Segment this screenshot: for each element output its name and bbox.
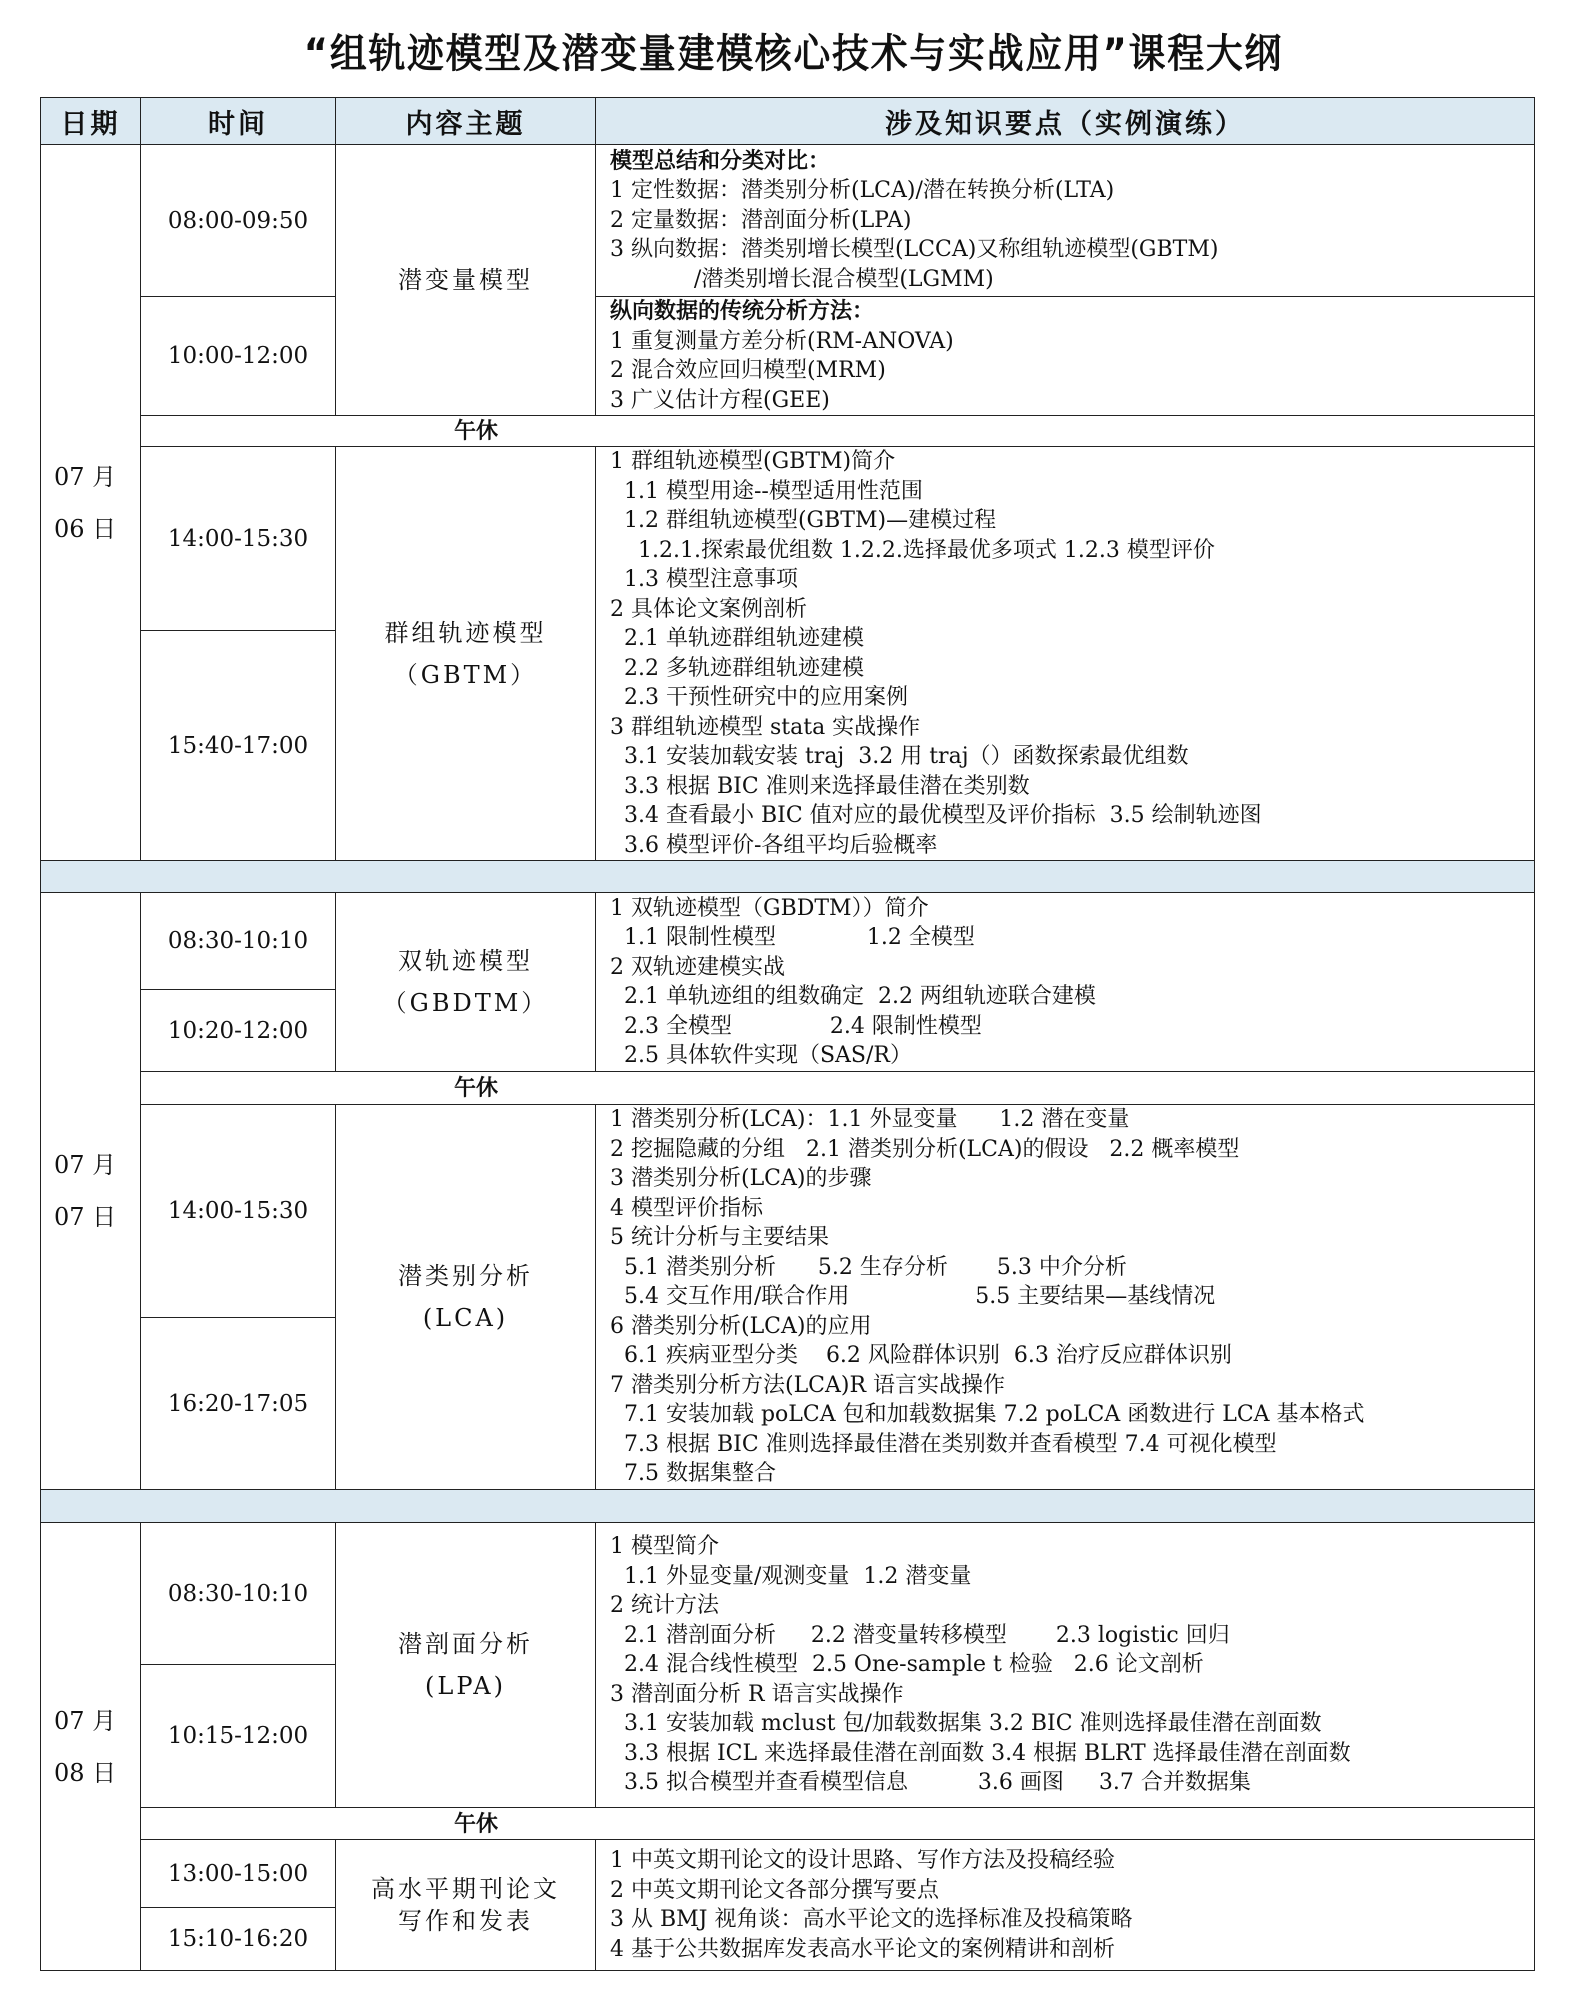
knowledge-line: 3.1 安装加载 mclust 包/加载数据集 3.2 BIC 准则选择最佳潜在剖面数 [610, 1711, 1322, 1737]
knowledge-line: 纵向数据的传统分析方法： [610, 298, 875, 324]
knowledge-line: 4 基于公共数据库发表高水平论文的案例精讲和剖析 [610, 1936, 1115, 1962]
time-cell: 14:00-15:30 [141, 447, 336, 631]
date-cell [41, 1523, 141, 1971]
table-row [41, 1523, 1535, 1665]
knowledge-line: 7.1 安装加载 poLCA 包和加载数据集 7.2 poLCA 函数进行 LCA 基本格式 [610, 1402, 1365, 1428]
knowledge-line: 1 双轨迹模型（GBDTM））简介 [610, 895, 929, 921]
knowledge-line: 1 潜类别分析(LCA)：1.1 外显变量 1.2 潜在变量 [610, 1107, 1130, 1133]
date-month: 07 月 [54, 1151, 117, 1179]
knowledge-line: 1 重复测量方差分析(RM-ANOVA) [610, 328, 954, 354]
header-knowledge: 涉及知识要点（实例演练） [596, 98, 1535, 145]
knowledge-line: 2.5 具体软件实现（SAS/R） [610, 1043, 912, 1068]
knowledge-line: 2 中英文期刊论文各部分撰写要点 [610, 1877, 939, 1903]
topic-line: 潜变量模型 [398, 266, 533, 294]
lunch-break-row [41, 416, 1535, 447]
time-cell: 08:30-10:10 [141, 893, 336, 990]
topic-line: （GBDTM） [382, 989, 549, 1017]
knowledge-line: 3.3 根据 ICL 来选择最佳潜在剖面数 3.4 根据 BLRT 选择最佳潜在剖面数 [610, 1740, 1351, 1766]
date-month: 07 月 [54, 1706, 117, 1735]
day-separator [41, 861, 1535, 893]
knowledge-line: 6.1 疾病亚型分类 6.2 风险群体识别 6.3 治疗反应群体识别 [610, 1343, 1232, 1369]
knowledge-line: 7.3 根据 BIC 准则选择最佳潜在类别数并查看模型 7.4 可视化模型 [610, 1431, 1277, 1457]
topic-line: 高水平期刊论文 [371, 1875, 560, 1903]
knowledge-cell [596, 893, 1535, 1072]
time-cell: 10:20-12:00 [141, 990, 336, 1072]
knowledge-line: 1.2 群组轨迹模型(GBTM)—建模过程 [610, 508, 997, 533]
knowledge-line: 3 潜类别分析(LCA)的步骤 [610, 1166, 872, 1192]
knowledge-line: 5.1 潜类别分析 5.2 生存分析 5.3 中介分析 [610, 1254, 1127, 1280]
topic-cell [336, 1105, 596, 1490]
header-date: 日期 [41, 98, 141, 145]
knowledge-line: 2.3 干预性研究中的应用案例 [610, 685, 908, 710]
knowledge-cell [596, 1105, 1535, 1490]
day-separator-row [41, 861, 1535, 893]
topic-cell [336, 893, 596, 1072]
time-cell: 16:20-17:05 [141, 1318, 336, 1490]
topic-line: 双轨迹模型 [398, 947, 533, 975]
knowledge-line: 7.5 数据集整合 [610, 1461, 776, 1487]
table-row [41, 297, 1535, 416]
time-cell: 10:00-12:00 [141, 297, 336, 416]
time-cell: 10:15-12:00 [141, 1665, 336, 1808]
day-separator-row [41, 1490, 1535, 1523]
knowledge-cell [596, 145, 1535, 297]
knowledge-line: 1 模型简介 [610, 1534, 719, 1560]
topic-cell [336, 145, 596, 416]
date-cell [41, 893, 141, 1490]
header-topic: 内容主题 [336, 98, 596, 145]
table-row [41, 1105, 1535, 1318]
time-cell: 15:10-16:20 [141, 1908, 336, 1971]
knowledge-line: 1.1 限制性模型 1.2 全模型 [610, 925, 975, 950]
knowledge-line: /潜类别增长混合模型(LGMM) [610, 266, 994, 292]
knowledge-line: 2.1 单轨迹组的组数确定 2.2 两组轨迹联合建模 [610, 984, 1096, 1009]
lunch-break-label: 午休 [141, 1072, 1535, 1105]
lunch-break-row [41, 1808, 1535, 1840]
table-header-row [41, 98, 1535, 145]
knowledge-line: 2 混合效应回归模型(MRM) [610, 358, 886, 383]
knowledge-line: 3 纵向数据：潜类别增长模型(LCCA)又称组轨迹模型(GBTM) [610, 237, 1219, 263]
knowledge-line: 3 从 BMJ 视角谈：高水平论文的选择标准及投稿策略 [610, 1907, 1133, 1932]
table-row [41, 1840, 1535, 1908]
knowledge-line: 1.1 模型用途--模型适用性范围 [610, 478, 923, 504]
knowledge-line: 2 具体论文案例剖析 [610, 596, 807, 622]
knowledge-line: 1 定性数据：潜类别分析(LCA)/潜在转换分析(LTA) [610, 178, 1115, 204]
knowledge-line: 2.4 混合线性模型 2.5 One-sample t 检验 2.6 论文剖析 [610, 1652, 1204, 1678]
date-day: 08 日 [54, 1758, 117, 1787]
knowledge-line: 6 潜类别分析(LCA)的应用 [610, 1313, 872, 1339]
knowledge-line: 5.4 交互作用/联合作用 5.5 主要结果—基线情况 [610, 1284, 1216, 1310]
knowledge-line: 2 双轨迹建模实战 [610, 954, 785, 980]
topic-line: 群组轨迹模型 [384, 618, 547, 647]
knowledge-line: 2 挖掘隐藏的分组 2.1 潜类别分析(LCA)的假设 2.2 概率模型 [610, 1136, 1240, 1162]
knowledge-line: 7 潜类别分析方法(LCA)R 语言实战操作 [610, 1372, 1006, 1398]
syllabus-table [40, 97, 1535, 1971]
time-cell: 15:40-17:00 [141, 631, 336, 861]
time-cell: 08:30-10:10 [141, 1523, 336, 1665]
topic-cell [336, 1523, 596, 1808]
topic-line: 写作和发表 [398, 1907, 533, 1935]
knowledge-line: 模型总结和分类对比： [610, 147, 831, 174]
knowledge-line: 3 潜剖面分析 R 语言实战操作 [610, 1681, 904, 1707]
knowledge-line: 1 中英文期刊论文的设计思路、写作方法及投稿经验 [610, 1848, 1115, 1873]
knowledge-line: 2.3 全模型 2.4 限制性模型 [610, 1013, 982, 1039]
table-row [41, 145, 1535, 297]
table-row [41, 893, 1535, 990]
knowledge-line: 2.1 潜剖面分析 2.2 潜变量转移模型 2.3 logistic 回归 [610, 1622, 1230, 1648]
topic-cell [336, 1840, 596, 1971]
date-day: 06 日 [54, 514, 117, 543]
topic-line: (LCA) [422, 1304, 509, 1332]
knowledge-line: 2.1 单轨迹群组轨迹建模 [610, 626, 864, 651]
knowledge-line: 3 群组轨迹模型 stata 实战操作 [610, 714, 921, 740]
knowledge-line: 3.1 安装加载安装 traj 3.2 用 traj（）函数探索最优组数 [610, 744, 1189, 769]
knowledge-line: 3.6 模型评价-各组平均后验概率 [610, 832, 938, 858]
knowledge-line: 1.3 模型注意事项 [610, 567, 798, 592]
knowledge-cell [596, 297, 1535, 416]
knowledge-line: 4 模型评价指标 [610, 1195, 763, 1221]
topic-line: 潜类别分析 [398, 1262, 533, 1290]
knowledge-line: 1 群组轨迹模型(GBTM)简介 [610, 449, 896, 474]
lunch-break-row [41, 1072, 1535, 1105]
date-day: 07 日 [54, 1203, 117, 1231]
topic-line: 潜剖面分析 [398, 1630, 533, 1658]
knowledge-line: 2.2 多轨迹群组轨迹建模 [610, 655, 864, 681]
knowledge-cell [596, 1523, 1535, 1808]
lunch-break-label: 午休 [141, 416, 1535, 447]
lunch-break-label: 午休 [141, 1808, 1535, 1840]
knowledge-line: 3.4 查看最小 BIC 值对应的最优模型及评价指标 3.5 绘制轨迹图 [610, 803, 1262, 828]
date-month: 07 月 [54, 462, 117, 491]
knowledge-line: 1.2.1.探索最优组数 1.2.2.选择最优多项式 1.2.3 模型评价 [610, 537, 1215, 563]
date-cell [41, 145, 141, 861]
time-cell: 13:00-15:00 [141, 1840, 336, 1908]
knowledge-line: 2 定量数据：潜剖面分析(LPA) [610, 207, 912, 233]
topic-cell [336, 447, 596, 861]
table-row [41, 447, 1535, 631]
document-title: “组轨迹模型及潜变量建模核心技术与实战应用”课程大纲 [303, 31, 1284, 77]
knowledge-line: 5 统计分析与主要结果 [610, 1225, 829, 1251]
time-cell: 08:00-09:50 [141, 145, 336, 297]
knowledge-cell [596, 447, 1535, 861]
header-time: 时间 [141, 98, 336, 145]
day-separator [41, 1490, 1535, 1523]
knowledge-line: 2 统计方法 [610, 1593, 719, 1619]
time-cell: 14:00-15:30 [141, 1105, 336, 1318]
topic-line: (LPA) [425, 1672, 506, 1700]
knowledge-line: 3.3 根据 BIC 准则来选择最佳潜在类别数 [610, 773, 1030, 799]
topic-line: （GBTM） [393, 660, 538, 689]
knowledge-line: 3.5 拟合模型并查看模型信息 3.6 画图 3.7 合并数据集 [610, 1770, 1251, 1796]
knowledge-line: 3 广义估计方程(GEE) [610, 387, 830, 413]
knowledge-cell [596, 1840, 1535, 1971]
knowledge-line: 1.1 外显变量/观测变量 1.2 潜变量 [610, 1563, 972, 1589]
